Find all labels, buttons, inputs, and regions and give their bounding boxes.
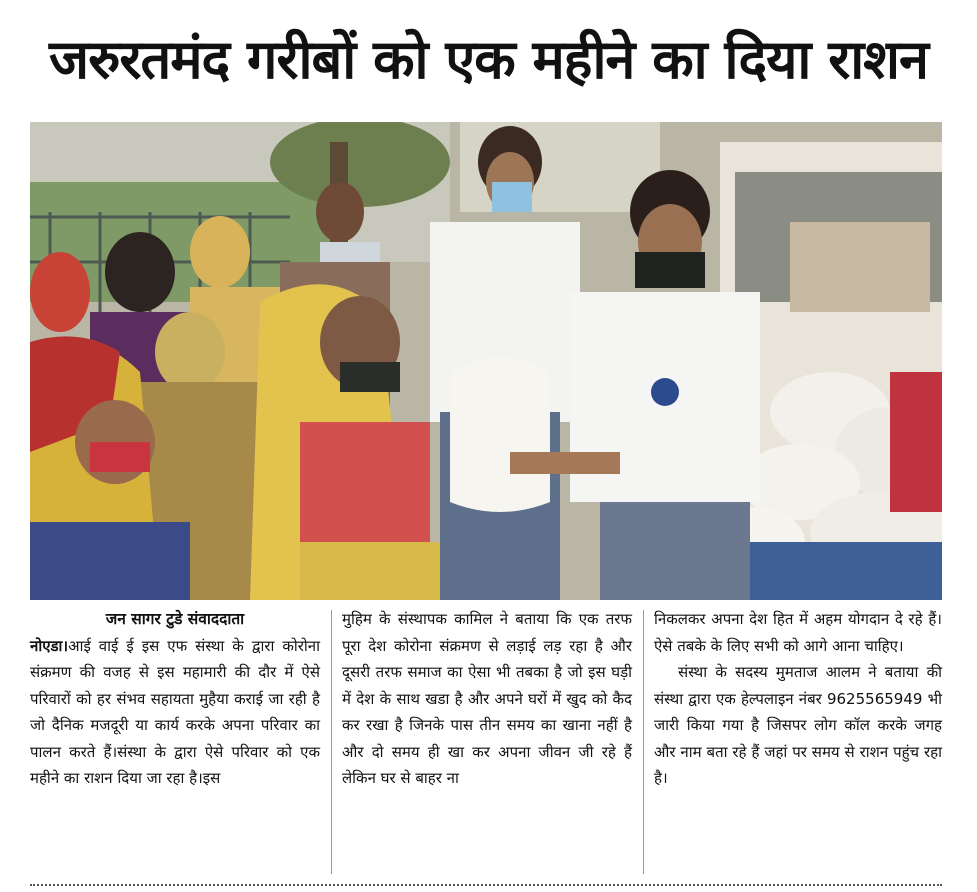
column-divider <box>643 610 644 874</box>
column-2-text: मुहिम के संस्थापक कामिल ने बताया कि एक तरफ पूरा देश कोरोना संक्रमण से लड़ाई लड़ रहा है और दूसरी तरफ समाज का ऐसा भी तबका है जो इस घड़ी में देश के साथ खडा है और अपने घरों में खुद को कैद कर रखा है जिनके पास तीन समय का खाना नहीं है और दो समय ही खा कर अपना जीवन जी रहे हैं लेकिन घर से बाहर ना <box>342 610 632 787</box>
column-1-text: आई वाई ई इस एफ संस्था के द्वारा कोरोना संक्रमण की वजह से इस महामारी की दौर में ऐसे परिवारों को हर संभव सहायता मुहैया कराई जा रही है जो दैनिक मजदूरी या कार्य करके अपना परिवार का पालन करते हैं।संस्था के द्वारा ऐसे परिवार को एक महीने का राशन दिया जा रहा है।इस <box>30 636 320 787</box>
article-column-2 <box>342 606 632 878</box>
headline: जरुरतमंद गरीबों को एक महीने का दिया राशन <box>49 28 928 91</box>
article-column-1 <box>30 606 320 878</box>
ration-distribution-photo <box>30 122 942 600</box>
article-column-3 <box>654 606 942 878</box>
dateline: नोएडा। <box>30 636 69 655</box>
bottom-dotted-rule <box>30 884 942 886</box>
column-divider <box>331 610 332 874</box>
news-photo <box>30 122 942 600</box>
column-3-paragraph-2: संस्था के सदस्य मुमताज आलम ने बताया की संस्था द्वारा एक हेल्पलाइन नंबर 9625565949 भी जारी किया गया है जिसपर लोग कॉल करके जगह और नाम बता रहे हैं जहां पर समय से राशन पहुंच रहा है। <box>654 663 942 787</box>
byline: जन सागर टुडे संवाददाता <box>105 610 245 628</box>
article-body <box>30 606 942 878</box>
column-3-text: निकलकर अपना देश हित में अहम योगदान दे रहे हैं। ऐसे तबके के लिए सभी को आगे आना चाहिए। <box>654 610 942 655</box>
